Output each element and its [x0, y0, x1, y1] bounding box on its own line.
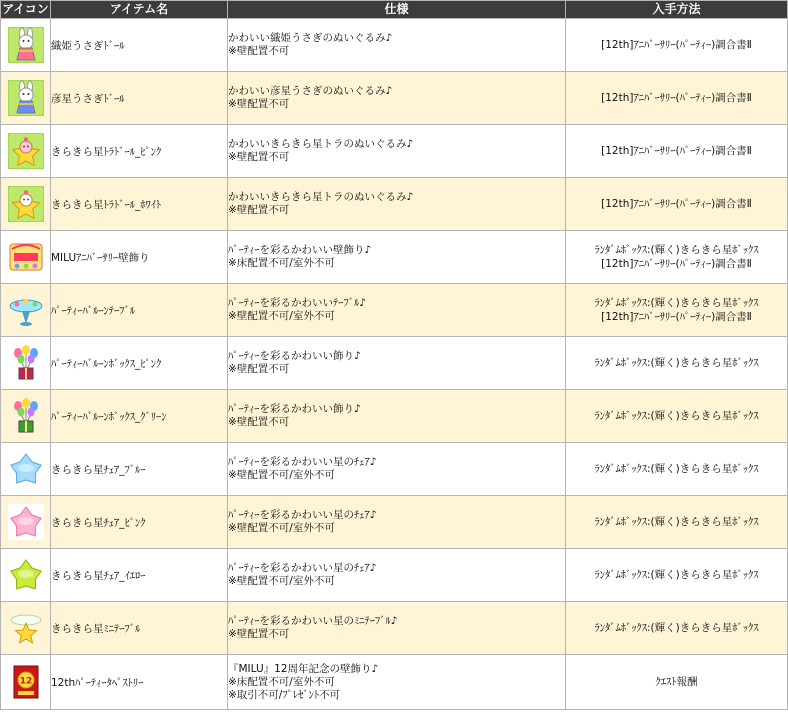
item-source — [566, 231, 788, 284]
spec-line: ※壁配置不可/室外不可 — [228, 469, 335, 481]
item-icon-cell — [1, 602, 51, 655]
source-line: ﾗﾝﾀﾞﾑﾎﾞｯｸｽ:(輝く)きらきら星ﾎﾞｯｸｽ — [594, 463, 759, 475]
item-source — [566, 443, 788, 496]
source-line: [12th]ｱﾆﾊﾞｰｻﾘｰ(ﾊﾟｰﾃｨｰ)調合書Ⅱ — [601, 145, 752, 157]
source-line: ﾗﾝﾀﾞﾑﾎﾞｯｸｽ:(輝く)きらきら星ﾎﾞｯｸｽ — [594, 516, 759, 528]
spec-line: ※壁配置不可 — [228, 204, 290, 216]
table-row — [1, 496, 788, 549]
spec-line: ﾊﾟｰﾃｨｰを彩るかわいい星のﾁｪｱ♪ — [228, 562, 377, 574]
table-row — [1, 655, 788, 710]
item-source — [566, 496, 788, 549]
spec-line: ﾊﾟｰﾃｨｰを彩るかわいい星のﾁｪｱ♪ — [228, 456, 377, 468]
item-spec — [228, 284, 566, 337]
item-spec — [228, 443, 566, 496]
spec-line: ※壁配置不可 — [228, 151, 290, 163]
spec-line: ﾊﾟｰﾃｨｰを彩るかわいい飾り♪ — [228, 350, 361, 362]
table-row — [1, 19, 788, 72]
source-line: ﾗﾝﾀﾞﾑﾎﾞｯｸｽ:(輝く)きらきら星ﾎﾞｯｸｽ — [594, 357, 759, 369]
item-name: MILUｱﾆﾊﾞｰｻﾘｰ壁飾り — [51, 231, 228, 284]
table-row — [1, 602, 788, 655]
item-spec — [228, 337, 566, 390]
source-line: ﾗﾝﾀﾞﾑﾎﾞｯｸｽ:(輝く)きらきら星ﾎﾞｯｸｽ — [594, 622, 759, 634]
item-name: ﾊﾟｰﾃｨｰﾊﾞﾙｰﾝﾎﾞｯｸｽ_ｸﾞﾘｰﾝ — [51, 390, 228, 443]
table-row — [1, 178, 788, 231]
item-name: きらきら星ﾁｪｱ_ｲｴﾛｰ — [51, 549, 228, 602]
spec-line: ※床配置不可/室外不可 — [228, 257, 335, 269]
item-source — [566, 602, 788, 655]
header-icon: アイコン — [1, 1, 51, 19]
header-source: 入手方法 — [566, 1, 788, 19]
item-spec — [228, 125, 566, 178]
item-source — [566, 125, 788, 178]
balloon-table-icon — [8, 304, 44, 316]
spec-line: ※取引不可/ﾌﾟﾚｾﾞﾝﾄ不可 — [228, 688, 341, 701]
spec-line: 『MILU』12周年記念の壁飾り♪ — [228, 662, 379, 675]
source-line: [12th]ｱﾆﾊﾞｰｻﾘｰ(ﾊﾟｰﾃｨｰ)調合書Ⅱ — [601, 198, 752, 210]
spec-line: かわいいきらきら星トラのぬいぐるみ♪ — [228, 138, 414, 150]
item-name: きらきら星ﾄﾗﾄﾞｰﾙ_ﾋﾟﾝｸ — [51, 125, 228, 178]
source-line: [12th]ｱﾆﾊﾞｰｻﾘｰ(ﾊﾟｰﾃｨｰ)調合書Ⅱ — [601, 258, 752, 270]
source-line: ｸｴｽﾄ報酬 — [655, 676, 698, 688]
source-line: ﾗﾝﾀﾞﾑﾎﾞｯｸｽ:(輝く)きらきら星ﾎﾞｯｸｽ — [594, 297, 759, 309]
spec-line: ﾊﾟｰﾃｨｰを彩るかわいいﾃｰﾌﾞﾙ♪ — [228, 297, 366, 309]
spec-line: ※壁配置不可/室外不可 — [228, 310, 335, 322]
balloon-box-pink-icon — [8, 357, 44, 369]
spec-line: ※壁配置不可/室外不可 — [228, 522, 335, 534]
spec-line: ﾊﾟｰﾃｨｰを彩るかわいい星のﾐﾆﾃｰﾌﾞﾙ♪ — [228, 615, 398, 627]
spec-line: かわいい織姫うさぎのぬいぐるみ♪ — [228, 32, 393, 44]
item-name: 織姫うさぎﾄﾞｰﾙ — [51, 19, 228, 72]
spec-line: ※床配置不可/室外不可 — [228, 675, 335, 688]
item-icon-cell — [1, 284, 51, 337]
spec-line: ※壁配置不可 — [228, 98, 290, 110]
star-mini-table-icon — [8, 622, 44, 634]
star-chair-blue-icon — [8, 463, 44, 475]
table-row — [1, 549, 788, 602]
star-tiger-doll-pink-icon — [8, 145, 44, 157]
item-spec — [228, 231, 566, 284]
item-source — [566, 19, 788, 72]
table-row — [1, 125, 788, 178]
anniversary-wall-decoration-icon — [8, 251, 44, 263]
item-name: きらきら星ﾐﾆﾃｰﾌﾞﾙ — [51, 602, 228, 655]
item-spec — [228, 178, 566, 231]
item-icon-cell — [1, 549, 51, 602]
item-icon-cell — [1, 125, 51, 178]
item-icon-cell — [1, 19, 51, 72]
item-spec — [228, 72, 566, 125]
item-name: 12thﾊﾟｰﾃｨｰﾀﾍﾟｽﾄﾘｰ — [51, 655, 228, 710]
item-name: きらきら星ﾁｪｱ_ﾌﾞﾙｰ — [51, 443, 228, 496]
balloon-box-green-icon — [8, 410, 44, 422]
source-line: ﾗﾝﾀﾞﾑﾎﾞｯｸｽ:(輝く)きらきら星ﾎﾞｯｸｽ — [594, 244, 759, 256]
item-spec — [228, 496, 566, 549]
table-row — [1, 443, 788, 496]
source-line: ﾗﾝﾀﾞﾑﾎﾞｯｸｽ:(輝く)きらきら星ﾎﾞｯｸｽ — [594, 410, 759, 422]
star-chair-pink-icon — [8, 516, 44, 528]
item-source — [566, 337, 788, 390]
rabbit-doll-hikoboshi-icon — [8, 92, 44, 104]
item-spec — [228, 602, 566, 655]
item-icon-cell — [1, 655, 51, 710]
spec-line: ﾊﾟｰﾃｨｰを彩るかわいい飾り♪ — [228, 403, 361, 415]
spec-line: ﾊﾟｰﾃｨｰを彩るかわいい壁飾り♪ — [228, 244, 372, 256]
table-row — [1, 72, 788, 125]
item-spec — [228, 549, 566, 602]
item-name: 彦星うさぎﾄﾞｰﾙ — [51, 72, 228, 125]
table-row — [1, 337, 788, 390]
item-icon-cell — [1, 496, 51, 549]
item-source — [566, 549, 788, 602]
item-icon-cell — [1, 231, 51, 284]
item-source — [566, 655, 788, 710]
spec-line: ※壁配置不可 — [228, 363, 290, 375]
source-line: [12th]ｱﾆﾊﾞｰｻﾘｰ(ﾊﾟｰﾃｨｰ)調合書Ⅱ — [601, 311, 752, 323]
item-icon-cell — [1, 337, 51, 390]
item-source — [566, 390, 788, 443]
rabbit-doll-orihime-icon — [8, 39, 44, 51]
header-name: アイテム名 — [51, 1, 228, 19]
spec-line: ※壁配置不可 — [228, 45, 290, 57]
item-icon-cell — [1, 178, 51, 231]
spec-line: かわいい彦星うさぎのぬいぐるみ♪ — [228, 85, 393, 97]
table-row — [1, 284, 788, 337]
table-header-row — [1, 1, 788, 19]
item-source — [566, 284, 788, 337]
item-spec — [228, 19, 566, 72]
source-line: [12th]ｱﾆﾊﾞｰｻﾘｰ(ﾊﾟｰﾃｨｰ)調合書Ⅱ — [601, 39, 752, 51]
item-icon-cell — [1, 72, 51, 125]
source-line: [12th]ｱﾆﾊﾞｰｻﾘｰ(ﾊﾟｰﾃｨｰ)調合書Ⅱ — [601, 92, 752, 104]
party-tapestry-12th-icon — [8, 676, 44, 688]
spec-line: ※壁配置不可/室外不可 — [228, 575, 335, 587]
spec-line: ﾊﾟｰﾃｨｰを彩るかわいい星のﾁｪｱ♪ — [228, 509, 377, 521]
star-chair-yellow-icon — [8, 569, 44, 581]
item-spec — [228, 390, 566, 443]
item-icon-cell — [1, 443, 51, 496]
item-icon-cell — [1, 390, 51, 443]
spec-line: かわいいきらきら星トラのぬいぐるみ♪ — [228, 191, 414, 203]
table-row — [1, 390, 788, 443]
item-name: ﾊﾟｰﾃｨｰﾊﾞﾙｰﾝﾎﾞｯｸｽ_ﾋﾟﾝｸ — [51, 337, 228, 390]
header-spec: 仕様 — [228, 1, 566, 19]
item-spec — [228, 655, 566, 710]
spec-line: ※壁配置不可 — [228, 416, 290, 428]
item-name: きらきら星ﾄﾗﾄﾞｰﾙ_ﾎﾜｲﾄ — [51, 178, 228, 231]
table-row — [1, 231, 788, 284]
source-line: ﾗﾝﾀﾞﾑﾎﾞｯｸｽ:(輝く)きらきら星ﾎﾞｯｸｽ — [594, 569, 759, 581]
item-name: きらきら星ﾁｪｱ_ﾋﾟﾝｸ — [51, 496, 228, 549]
svg-text:12: 12 — [19, 676, 32, 687]
item-source — [566, 72, 788, 125]
spec-line: ※壁配置不可 — [228, 628, 290, 640]
star-tiger-doll-white-icon — [8, 198, 44, 210]
item-name: ﾊﾟｰﾃｨｰﾊﾞﾙｰﾝﾃｰﾌﾞﾙ — [51, 284, 228, 337]
item-source — [566, 178, 788, 231]
